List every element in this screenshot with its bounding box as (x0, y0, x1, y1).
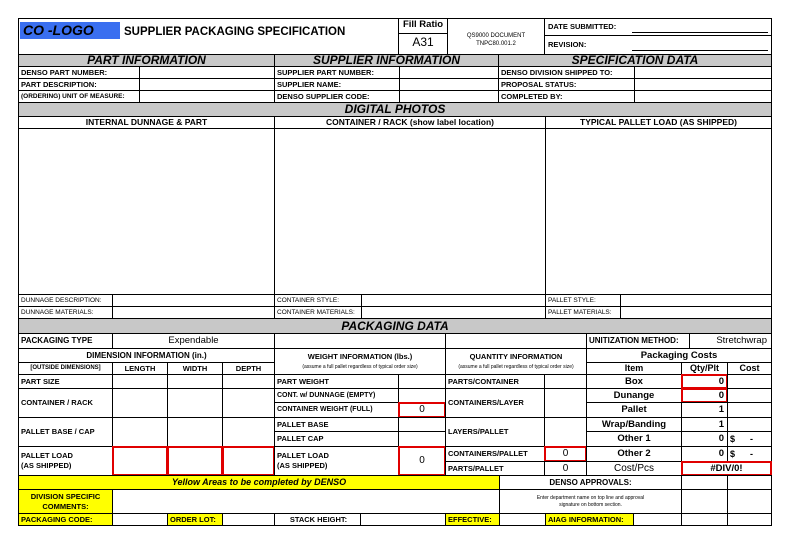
photo-col1-title: INTERNAL DUNNAGE & PART (18, 116, 275, 129)
depth-header: DEPTH (222, 362, 275, 375)
cost-qty-other2[interactable]: 0 (681, 446, 728, 462)
container-full-weight-label: CONTAINER WEIGHT (FULL) (274, 402, 399, 418)
cost-item-other2: Other 2 (586, 446, 682, 462)
denso-approvals-label: DENSO APPROVALS: (499, 475, 682, 490)
container-materials-label: CONTAINER MATERIALS: (274, 306, 362, 319)
revision-label: REVISION: (548, 40, 587, 49)
stack-height-label: STACK HEIGHT: (274, 513, 361, 526)
parts-container-field[interactable] (544, 374, 587, 389)
pallet-cap-weight-label: PALLET CAP (274, 431, 399, 447)
approval-note-line2: signature on bottom section. (559, 502, 622, 508)
packaging-type-spacer-2 (445, 333, 587, 349)
quantity-header: QUANTITY INFORMATION (469, 352, 563, 361)
approval-note (499, 489, 682, 514)
cost-value-other1[interactable]: $ - (727, 431, 772, 447)
part-weight-field[interactable] (398, 374, 446, 389)
document-number (448, 32, 544, 48)
effective-label: EFFECTIVE: (445, 513, 500, 526)
pallet-load-width[interactable] (167, 446, 223, 476)
part-size-width[interactable] (167, 374, 223, 389)
packaging-costs-header: Packaging Costs (586, 348, 772, 363)
packaging-code-label: PACKAGING CODE: (18, 513, 113, 526)
dunnage-description-label: DUNNAGE DESCRIPTION: (18, 294, 113, 307)
containers-pallet-label: CONTAINERS/PALLET (445, 446, 545, 462)
revision-field[interactable] (632, 50, 768, 51)
aiag-label: AIAG INFORMATION: (545, 513, 634, 526)
cost-qty-other1[interactable]: 0 (681, 431, 728, 447)
pallet-load-line2: (AS SHIPPED) (21, 461, 72, 470)
parts-pallet-label: PARTS/PALLET (445, 461, 545, 476)
completed-by-label: COMPLETED BY: (498, 90, 635, 103)
part-size-label: PART SIZE (18, 374, 113, 389)
containers-layer-label: CONTAINERS/LAYER (445, 388, 545, 418)
aiag-field[interactable] (633, 513, 682, 526)
pallet-load-length[interactable] (112, 446, 168, 476)
weight-header: WEIGHT INFORMATION (lbs.) (307, 352, 413, 361)
supplier-name-label: SUPPLIER NAME: (274, 78, 400, 91)
cost-qty-pallet[interactable]: 1 (681, 402, 728, 418)
cost-qty-box[interactable]: 0 (681, 374, 728, 389)
digital-photos-header: DIGITAL PHOTOS (18, 102, 772, 117)
approval-slot-1[interactable] (681, 475, 728, 490)
doc-line-2: TNPC80.001.2 (476, 41, 516, 47)
length-header: LENGTH (112, 362, 168, 375)
weight-note: (assume a full pallet regardless of typical order size) (302, 364, 418, 370)
container-rack-length[interactable] (112, 388, 168, 418)
cost-per-piece-value[interactable]: #DIV/0! (681, 461, 772, 476)
cost-value-wrap[interactable] (727, 417, 772, 432)
cost-item-pallet: Pallet (586, 402, 682, 418)
division-comments-label (18, 489, 113, 514)
packaging-data-header: PACKAGING DATA (18, 318, 772, 334)
pallet-load-weight-label (274, 446, 399, 476)
pallet-base-cap-label: PALLET BASE / CAP (18, 417, 113, 447)
layers-pallet-field[interactable] (544, 417, 587, 447)
order-lot-label: ORDER LOT: (167, 513, 223, 526)
pallet-load-weight-line2: (AS SHIPPED) (277, 461, 328, 470)
width-header: WIDTH (167, 362, 223, 375)
division-comments-field[interactable] (112, 489, 500, 514)
order-lot-field[interactable] (222, 513, 275, 526)
division-comments-line1: DIVISION SPECIFIC (30, 492, 101, 501)
containers-pallet-value[interactable]: 0 (544, 446, 587, 462)
cost-value-other2[interactable]: $ - (727, 446, 772, 462)
photo-col3-title: TYPICAL PALLET LOAD (AS SHIPPED) (545, 116, 772, 129)
doc-line-1: QS9000 DOCUMENT (466, 33, 526, 39)
unit-of-measure-label: (ORDERING) UNIT OF MEASURE: (18, 90, 140, 103)
outside-dimensions-label: [OUTSIDE DIMENSIONS] (18, 362, 113, 375)
pallet-base-weight-label: PALLET BASE (274, 417, 399, 432)
date-submitted-label: DATE SUBMITTED: (548, 22, 617, 31)
dunnage-materials-label: DUNNAGE MATERIALS: (18, 306, 113, 319)
cost-item-dunnage: Dunange (586, 388, 682, 403)
pallet-base-weight-field[interactable] (398, 417, 446, 432)
approval-signature-1[interactable] (681, 489, 728, 514)
unitization-label: UNITIZATION METHOD: (586, 333, 690, 349)
pallet-photo-area[interactable] (545, 128, 772, 295)
proposal-status-label: PROPOSAL STATUS: (498, 78, 635, 91)
supplier-info-header: SUPPLIER INFORMATION (274, 54, 499, 67)
cost-value-pallet[interactable] (727, 402, 772, 418)
weight-header-cell (274, 348, 446, 375)
container-rack-width[interactable] (167, 388, 223, 418)
approval-signature-2[interactable] (727, 489, 772, 514)
approval-footer-2[interactable] (727, 513, 772, 526)
division-shipped-label: DENSO DIVISION SHIPPED TO: (498, 66, 635, 79)
photo-col2-title: CONTAINER / RACK (show label location) (274, 116, 546, 129)
parts-pallet-value[interactable]: 0 (544, 461, 587, 476)
dunnage-photo-area[interactable] (18, 128, 275, 295)
approval-footer-1[interactable] (681, 513, 728, 526)
pallet-materials-label: PALLET MATERIALS: (545, 306, 621, 319)
pallet-load-label (18, 446, 113, 476)
packaging-type-label: PACKAGING TYPE (18, 333, 113, 349)
packaging-type-value[interactable]: Expendable (112, 333, 275, 349)
cost-value-dunnage[interactable] (727, 388, 772, 403)
pallet-load-depth[interactable] (222, 446, 275, 476)
dimension-header: DIMENSION INFORMATION (in.) (18, 348, 275, 363)
cost-col-item: Item (586, 362, 682, 375)
part-weight-label: PART WEIGHT (274, 374, 399, 389)
containers-layer-field[interactable] (544, 388, 587, 418)
division-comments-line2: COMMENTS: (42, 502, 89, 511)
approval-slot-2[interactable] (727, 475, 772, 490)
part-info-header: PART INFORMATION (18, 54, 275, 67)
spec-data-header: SPECIFICATION DATA (498, 54, 772, 67)
cost-col-qty: Qty/Plt (681, 362, 728, 375)
cost-per-piece-label: Cost/Pcs (586, 461, 682, 476)
cost-qty-wrap[interactable]: 1 (681, 417, 728, 432)
supplier-part-number-label: SUPPLIER PART NUMBER: (274, 66, 400, 79)
date-submitted-field[interactable] (632, 32, 768, 33)
cost-qty-dunnage[interactable]: 0 (681, 388, 728, 403)
packaging-code-field[interactable] (112, 513, 168, 526)
pallet-load-weight-line1: PALLET LOAD (277, 451, 329, 460)
fill-ratio-label: Fill Ratio (402, 19, 444, 30)
pallet-style-label: PALLET STYLE: (545, 294, 621, 307)
unitization-value[interactable]: Stretchwrap (689, 333, 772, 349)
part-number-label: DENSO PART NUMBER: (18, 66, 140, 79)
container-style-label: CONTAINER STYLE: (274, 294, 362, 307)
approval-note-line1: Enter department name on top line and approval (536, 495, 645, 501)
yellow-areas-note: Yellow Areas to be completed by DENSO (18, 475, 500, 490)
cost-item-wrap: Wrap/Banding (586, 417, 682, 432)
pallet-base-width[interactable] (167, 417, 223, 447)
cost-item-box: Box (586, 374, 682, 389)
container-full-weight-value[interactable]: 0 (398, 402, 446, 418)
layers-pallet-label: LAYERS/PALLET (445, 417, 545, 447)
container-rack-label: CONTAINER / RACK (18, 388, 113, 418)
company-logo: CO -LOGO (20, 22, 120, 39)
packaging-type-spacer (274, 333, 446, 349)
cost-item-other1: Other 1 (586, 431, 682, 447)
container-empty-weight-field[interactable] (398, 388, 446, 403)
form-title: SUPPLIER PACKAGING SPECIFICATION (124, 26, 346, 38)
pallet-cap-weight-field[interactable] (398, 431, 446, 447)
cost-value-box[interactable] (727, 374, 772, 389)
part-size-length[interactable] (112, 374, 168, 389)
supplier-code-label: DENSO SUPPLIER CODE: (274, 90, 400, 103)
stack-height-field[interactable] (360, 513, 446, 526)
cost-col-cost: Cost (727, 362, 772, 375)
container-rack-depth[interactable] (222, 388, 275, 418)
pallet-base-length[interactable] (112, 417, 168, 447)
container-empty-weight-label: CONT. w/ DUNNAGE (EMPTY) (274, 388, 399, 403)
quantity-header-cell (445, 348, 587, 375)
part-size-depth[interactable] (222, 374, 275, 389)
fill-ratio-value[interactable]: A31 (412, 35, 434, 49)
pallet-base-depth[interactable] (222, 417, 275, 447)
parts-container-label: PARTS/CONTAINER (445, 374, 545, 389)
effective-field[interactable] (499, 513, 546, 526)
container-photo-area[interactable] (274, 128, 546, 295)
pallet-load-weight-value[interactable]: 0 (398, 446, 446, 476)
quantity-note: (assume a full pallet regardless of typical order size) (458, 364, 574, 370)
pallet-load-line1: PALLET LOAD (21, 451, 73, 460)
part-description-label: PART DESCRIPTION: (18, 78, 140, 91)
